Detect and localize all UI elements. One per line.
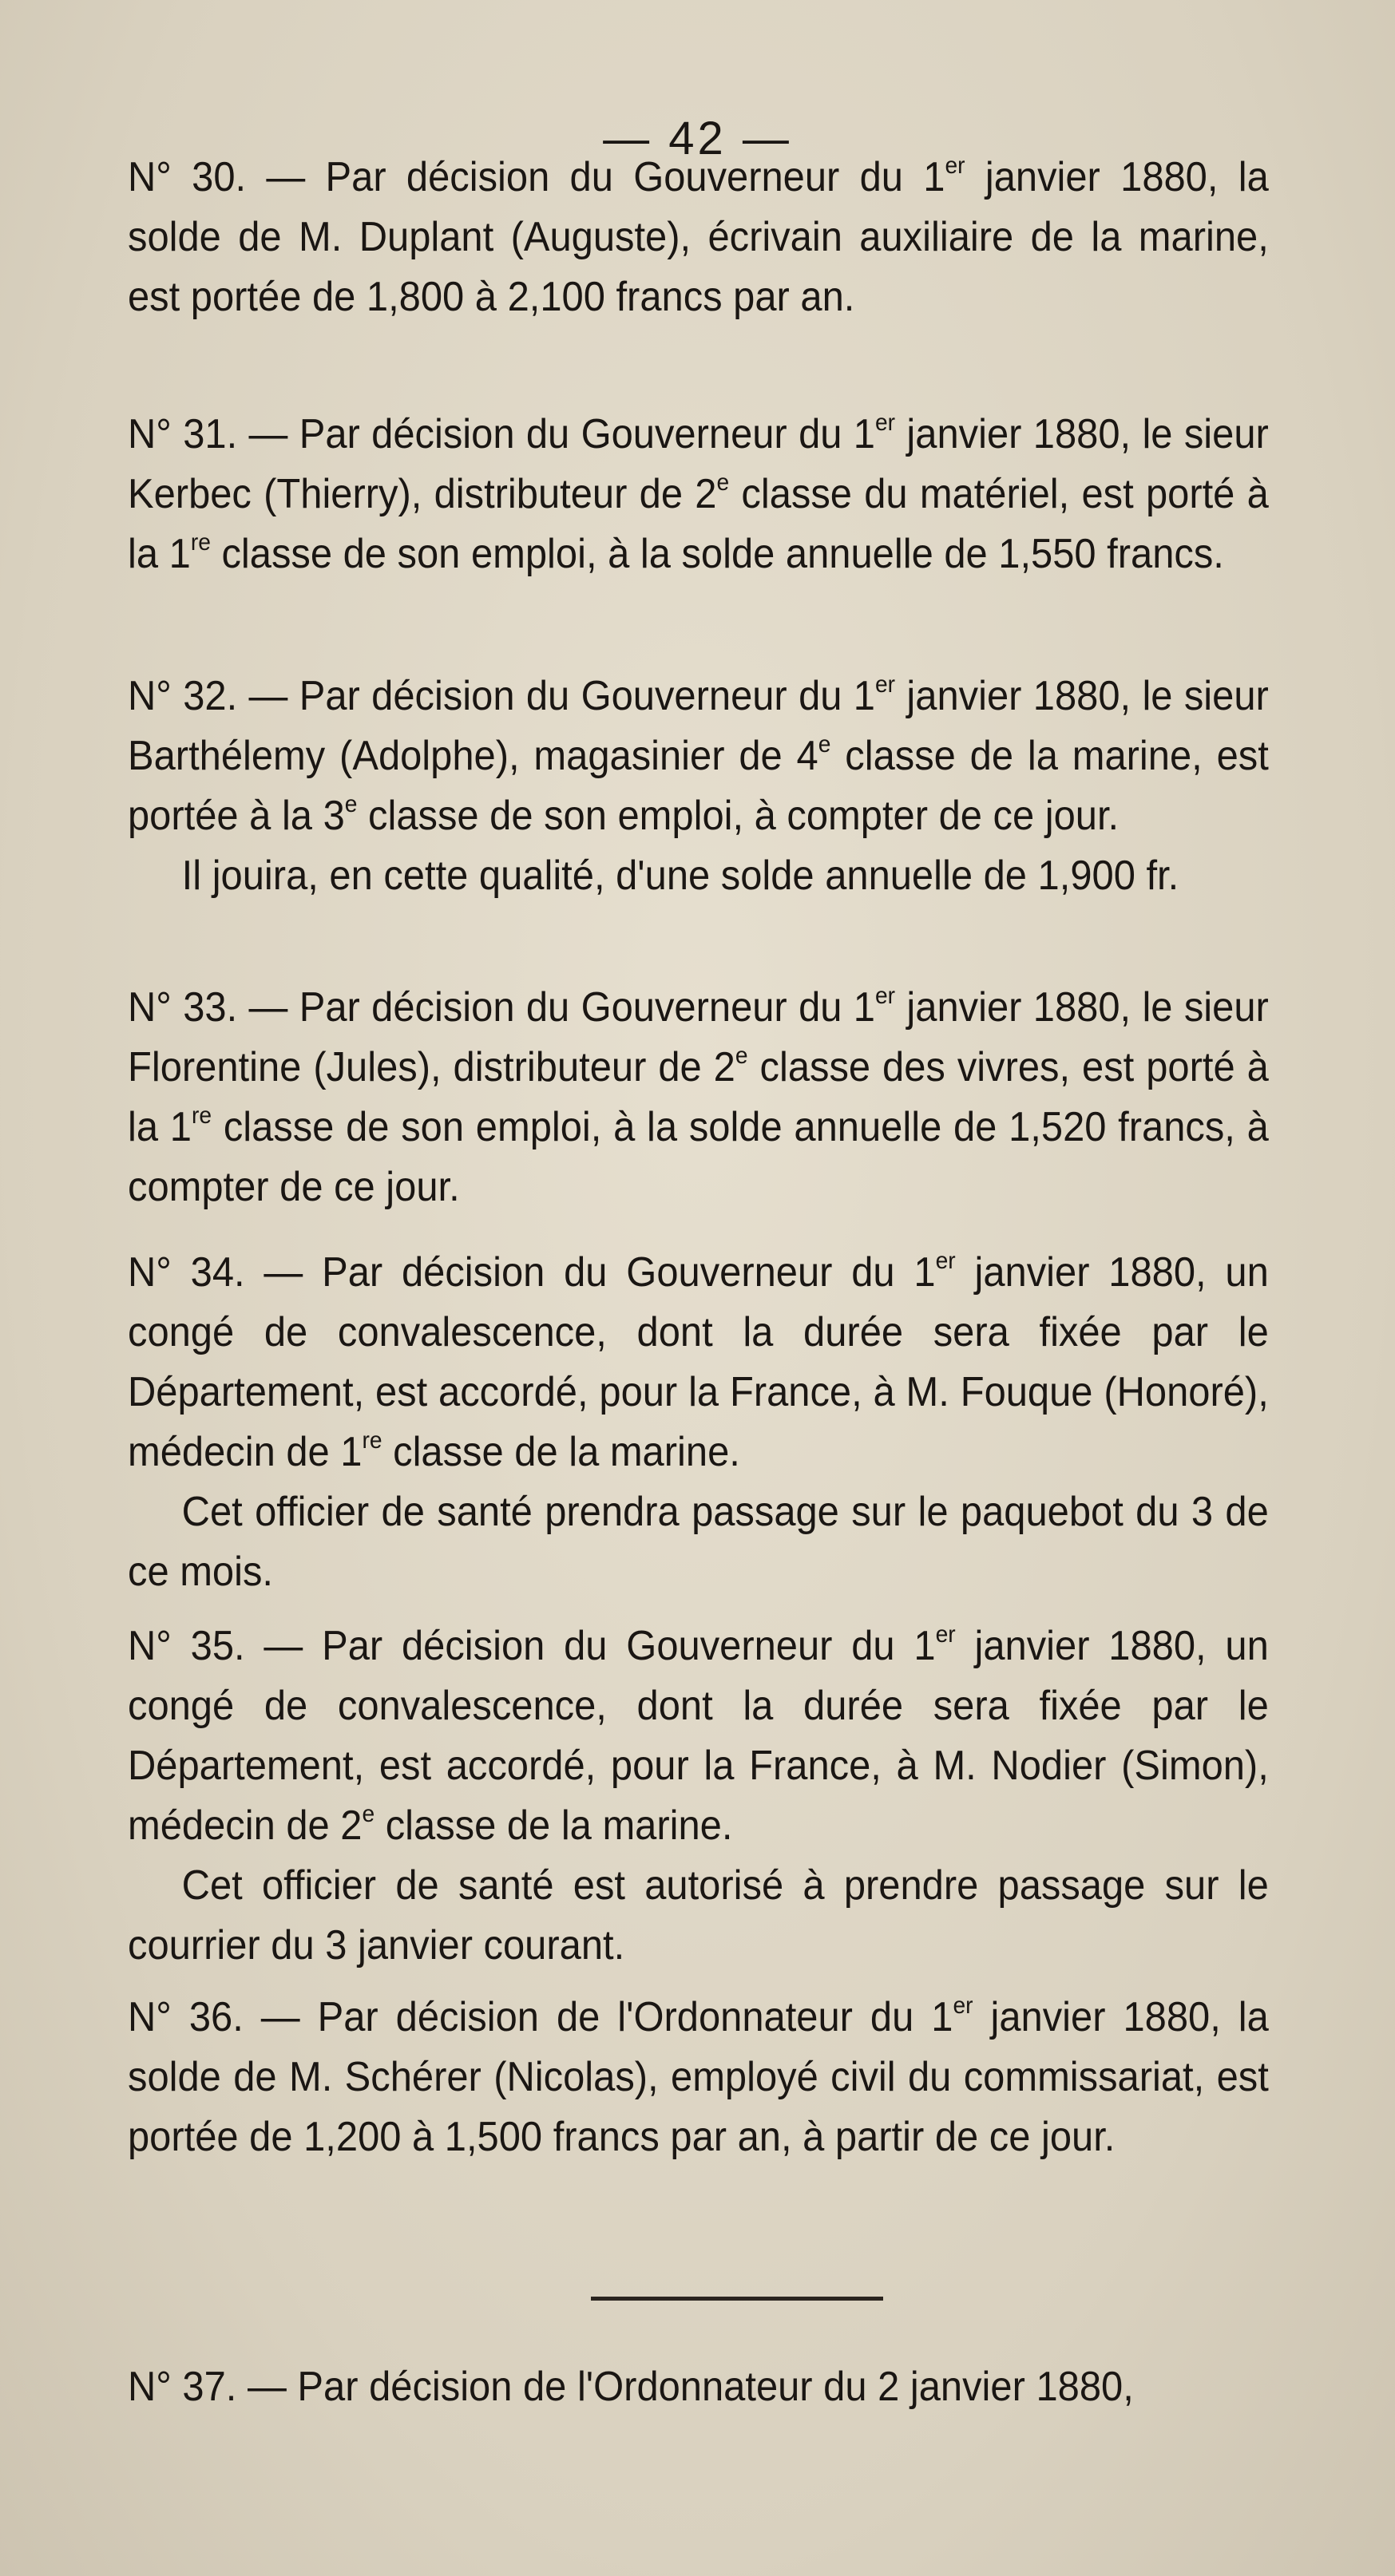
entry-paragraph: N° 32. — Par décision du Gouverneur du 1er janvier 1880, le sieur Barthélemy (Adolphe), magasinier de 4e classe de la marine, est portée à la 3e classe de son emploi, à compter de ce jour.	[128, 671, 1269, 839]
entry-34	[128, 1243, 1269, 1602]
entry-36	[128, 1988, 1269, 2167]
entry-paragraph: N° 35. — Par décision du Gouverneur du 1er janvier 1880, un congé de convalescence, dont la durée sera fixée par le Département, est accordé, pour la France, à M. Nodier (Simon), médecin de 2e classe de la marine.	[128, 1621, 1269, 1849]
entry-31	[128, 405, 1269, 584]
entry-paragraph: N° 37. — Par décision de l'Ordonnateur du 2 janvier 1880,	[128, 2364, 1134, 2410]
entry-continuation: Cet officier de santé prendra passage sur le paquebot du 3 de ce mois.	[128, 1489, 1269, 1595]
entry-number: N° 35.	[128, 1623, 245, 1669]
entry-paragraph: N° 36. — Par décision de l'Ordonnateur du 1er janvier 1880, la solde de M. Schérer (Nicolas), employé civil du commissariat, est portée de 1,200 à 1,500 francs par an, à partir de ce jour.	[128, 1992, 1269, 2160]
entry-32	[128, 667, 1269, 906]
entry-paragraph: N° 30. — Par décision du Gouverneur du 1er janvier 1880, la solde de M. Duplant (Auguste), écrivain auxiliaire de la marine, est portée de 1,800 à 2,100 francs par an.	[128, 152, 1269, 320]
entry-number: N° 31.	[128, 411, 238, 457]
entry-number: N° 30.	[128, 154, 247, 200]
page-number: — 42 —	[603, 113, 792, 164]
entry-number: N° 33.	[128, 984, 238, 1031]
entry-paragraph: N° 34. — Par décision du Gouverneur du 1er janvier 1880, un congé de convalescence, dont la durée sera fixée par le Département, est accordé, pour la France, à M. Fouque (Honoré), médecin de 1re classe de la marine.	[128, 1248, 1269, 1475]
entry-37	[128, 2357, 1269, 2417]
entry-continuation: Il jouira, en cette qualité, d'une solde annuelle de 1,900 fr.	[181, 853, 1179, 899]
entry-paragraph: N° 31. — Par décision du Gouverneur du 1er janvier 1880, le sieur Kerbec (Thierry), distributeur de 2e classe du matériel, est porté à la 1re classe de son emploi, à la solde annuelle de 1,550 francs.	[128, 410, 1269, 577]
entry-35	[128, 1616, 1269, 1976]
entry-continuation: Cet officier de santé est autorisé à prendre passage sur le courrier du 3 janvier courant.	[128, 1862, 1269, 1969]
entry-number: N° 37.	[128, 2364, 237, 2410]
entry-number: N° 32.	[128, 673, 238, 719]
entry-number: N° 34.	[128, 1249, 245, 1296]
entry-paragraph: N° 33. — Par décision du Gouverneur du 1er janvier 1880, le sieur Florentine (Jules), distributeur de 2e classe des vivres, est porté à la 1re classe de son emploi, à la solde annuelle de 1,520 francs, à compter de ce jour.	[128, 983, 1269, 1210]
entry-30	[128, 148, 1269, 327]
section-divider	[591, 2297, 883, 2301]
entry-33	[128, 978, 1269, 1217]
entry-number: N° 36.	[128, 1994, 244, 2040]
